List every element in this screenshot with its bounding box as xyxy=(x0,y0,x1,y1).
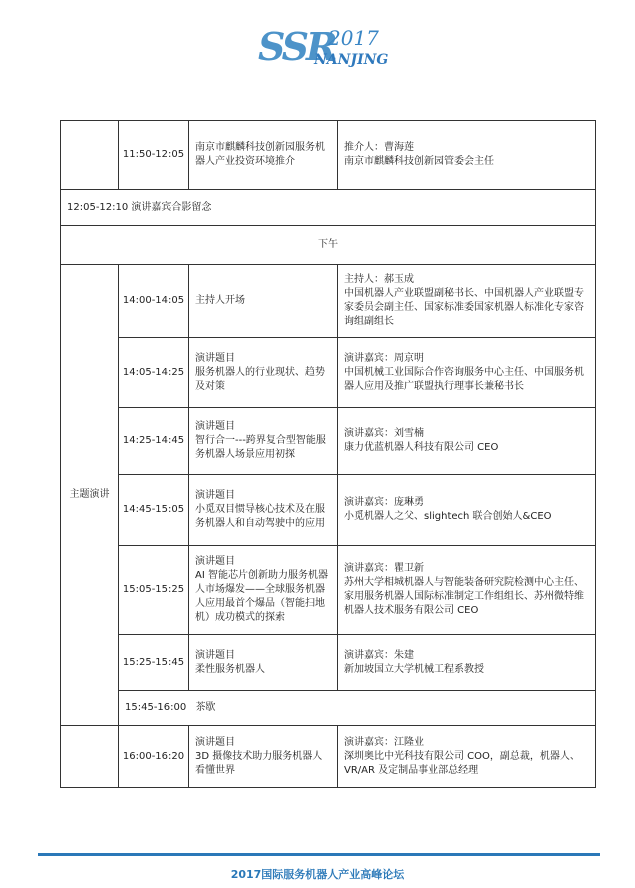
time-cell: 14:00-14:05 xyxy=(119,265,189,338)
speaker-title: 小觅机器人之父、slightech 联合创始人&CEO xyxy=(344,511,552,522)
speaker-cell xyxy=(338,338,596,408)
speaker-name: 推介人：曹海莲 xyxy=(344,142,414,153)
table-row xyxy=(61,190,596,226)
speaker-title: 苏州大学相城机器人与智能装备研究院检测中心主任、家用服务机器人国际标准制定工作组组长、苏州微特维机器人技术服务有限公司 CEO xyxy=(344,577,584,616)
category-cell: 主题演讲 xyxy=(61,265,119,726)
topic-cell xyxy=(189,546,338,635)
topic-label: 演讲题目 xyxy=(195,649,235,661)
topic-cell: 南京市麒麟科技创新园服务机器人产业投资环境推介 xyxy=(189,121,338,190)
time-cell: 16:00-16:20 xyxy=(119,726,189,788)
logo-main: SSR xyxy=(258,24,335,69)
speaker-cell xyxy=(338,408,596,475)
table-row xyxy=(61,265,596,338)
empty-cell xyxy=(61,121,119,190)
time-cell: 15:25-15:45 xyxy=(119,635,189,691)
tea-break-label: 茶歇 xyxy=(195,702,216,713)
topic-label: 演讲题目 xyxy=(195,736,235,748)
speaker-name: 演讲嘉宾：江隆业 xyxy=(344,736,424,748)
topic-cell xyxy=(189,635,338,691)
speaker-title: 中国机械工业国际合作咨询服务中心主任、中国服务机器人应用及推广联盟执行理事长兼秘书长 xyxy=(344,366,584,392)
table-row xyxy=(61,691,596,726)
speaker-title: 深圳奥比中光科技有限公司 COO，副总裁，机器人、VR/AR 及定制品事业部总经理 xyxy=(344,750,580,776)
time-cell: 14:45-15:05 xyxy=(119,475,189,546)
topic-label: 演讲题目 xyxy=(195,490,235,501)
topic-label: 演讲题目 xyxy=(195,421,235,432)
topic-label: 演讲题目 xyxy=(195,556,235,567)
topic-title: 3D 摄像技术助力服务机器人看懂世界 xyxy=(195,750,323,776)
table-row xyxy=(61,635,596,691)
time-cell: 14:05-14:25 xyxy=(119,338,189,408)
table-row xyxy=(61,546,596,635)
afternoon-heading: 下午 xyxy=(61,226,596,265)
table-row xyxy=(61,226,596,265)
topic-label: 演讲题目 xyxy=(195,352,235,364)
topic-title: 小觅双目惯导核心技术及在服务机器人和自动驾驶中的应用 xyxy=(195,504,325,529)
speaker-name: 主持人：郝玉成 xyxy=(344,274,414,285)
topic-cell xyxy=(189,408,338,475)
speaker-name: 演讲嘉宾：瞿卫新 xyxy=(344,563,424,574)
speaker-cell xyxy=(338,726,596,788)
agenda-table xyxy=(60,120,596,788)
speaker-title: 康力优蓝机器人科技有限公司 CEO xyxy=(344,442,499,453)
speaker-cell xyxy=(338,265,596,338)
speaker-name: 演讲嘉宾：周京明 xyxy=(344,352,424,364)
table-row xyxy=(61,726,596,788)
logo-year: 2017 xyxy=(328,26,379,50)
topic-cell xyxy=(189,475,338,546)
speaker-cell xyxy=(338,546,596,635)
time-cell: 15:05-15:25 xyxy=(119,546,189,635)
speaker-name: 演讲嘉宾：刘雪楠 xyxy=(344,428,424,439)
topic-cell: 主持人开场 xyxy=(189,265,338,338)
speaker-cell xyxy=(338,475,596,546)
table-row xyxy=(61,408,596,475)
topic-cell xyxy=(189,338,338,408)
topic-title: 柔性服务机器人 xyxy=(195,663,265,675)
empty-cell xyxy=(61,726,119,788)
conference-logo xyxy=(258,22,389,72)
speaker-title: 中国机器人产业联盟副秘书长、中国机器人产业联盟专家委员会副主任、国家标准委国家机器人标准化专家咨询组副组长 xyxy=(344,288,584,327)
table-row xyxy=(61,338,596,408)
time-cell: 14:25-14:45 xyxy=(119,408,189,475)
speaker-cell xyxy=(338,121,596,190)
topic-title: 智行合一---跨界复合型智能服务机器人场景应用初探 xyxy=(195,435,326,460)
time-cell: 11:50-12:05 xyxy=(119,121,189,190)
footer-divider xyxy=(38,853,600,856)
speaker-title: 新加坡国立大学机械工程系教授 xyxy=(344,663,484,675)
topic-cell xyxy=(189,726,338,788)
speaker-name: 演讲嘉宾：庞琳勇 xyxy=(344,497,424,508)
logo-city: NANJING xyxy=(314,52,389,68)
speaker-cell xyxy=(338,635,596,691)
footer-title: 2017国际服务机器人产业高峰论坛 xyxy=(230,868,405,881)
tea-break-cell xyxy=(119,691,596,726)
photo-session-cell: 12:05-12:10 演讲嘉宾合影留念 xyxy=(61,190,596,226)
time-cell: 15:45-16:00 xyxy=(125,702,187,713)
topic-title: 服务机器人的行业现状、趋势及对策 xyxy=(195,366,325,392)
table-row xyxy=(61,475,596,546)
speaker-name: 演讲嘉宾：朱建 xyxy=(344,649,414,661)
speaker-title: 南京市麒麟科技创新园管委会主任 xyxy=(344,156,494,167)
table-row xyxy=(61,121,596,190)
topic-title: AI 智能芯片创新助力服务机器人市场爆发——全球服务机器人应用最首个爆品（智能扫地机）成功模式的探索 xyxy=(195,570,328,623)
